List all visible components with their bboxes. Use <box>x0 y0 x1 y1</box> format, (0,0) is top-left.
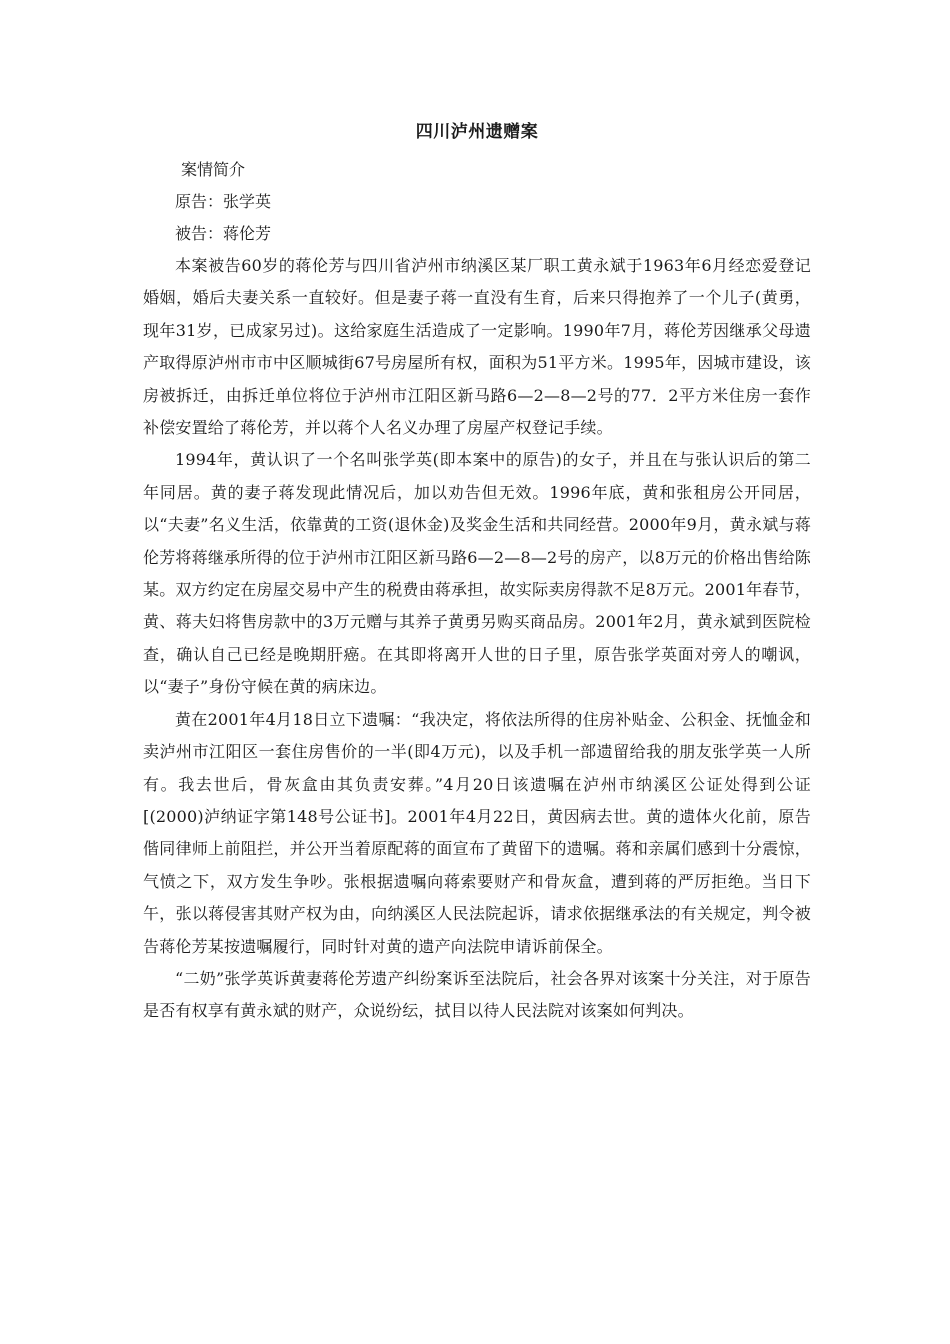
paragraph-4: “二奶”张学英诉黄妻蒋伦芳遗产纠纷案诉至法院后，社会各界对该案十分关注，对于原告是否有权享有黄永斌的财产，众说纷纭，拭目以待人民法院对该案如何判决。 <box>143 968 811 1021</box>
document-title: 四川泸州遗赠案 <box>415 122 539 142</box>
section-heading: 案情简介 <box>181 160 246 179</box>
paragraph-3: 黄在2001年4月18日立下遗嘱：“我决定，将依法所得的住房补贴金、公积金、抚恤金和卖泸州市江阳区一套住房售价的一半(即4万元)，以及手机一部遗留给我的朋友张学英一人所有。我去世后，骨灰盒由其负责安葬。”4月20日该遗嘱在泸州市纳溪区公证处得到公证[(2000)泸纳证字第148号公证书]。2001年4月22日，黄因病去世。黄的遗体火化前，原告偕同律师上前阻拦，并公开当着原配蒋的面宣布了黄留下的遗嘱。蒋和亲属们感到十分震惊，气愤之下，双方发生争吵。张根据遗嘱向蒋索要财产和骨灰盒，遭到蒋的严厉拒绝。当日下午，张以蒋侵害其财产权为由，向纳溪区人民法院起诉，请求依据继承法的有关规定，判令被告蒋伦芳某按遗嘱履行，同时针对黄的遗产向法院申请诉前保全。 <box>143 709 811 956</box>
paragraph-2: 1994年，黄认识了一个名叫张学英(即本案中的原告)的女子，并且在与张认识后的第二年同居。黄的妻子蒋发现此情况后，加以劝告但无效。1996年底，黄和张租房公开同居，以“夫妻”名义生活，依靠黄的工资(退休金)及奖金生活和共同经营。2000年9月，黄永斌与蒋伦芳将蒋继承所得的位于泸州市江阳区新马路6—2—8—2号的房产，以8万元的价格出售给陈某。双方约定在房屋交易中产生的税费由蒋承担，故实际卖房得款不足8万元。2001年春节，黄、蒋夫妇将售房款中的3万元赠与其养子黄勇另购买商品房。2001年2月，黄永斌到医院检查，确认自己已经是晚期肝癌。在其即将离开人世的日子里，原告张学英面对旁人的嘲讽，以“妻子”身份守候在黄的病床边。 <box>143 450 811 697</box>
plaintiff-line: 原告：张学英 <box>175 192 272 211</box>
paragraph-1: 本案被告60岁的蒋伦芳与四川省泸州市纳溪区某厂职工黄永斌于1963年6月经恋爱登记婚姻，婚后夫妻关系一直较好。但是妻子蒋一直没有生育，后来只得抱养了一个儿子(黄勇，现年31岁，已成家另过)。这给家庭生活造成了一定影响。1990年7月，蒋伦芳因继承父母遗产取得原泸州市市中区顺城街67号房屋所有权，面积为51平方米。1995年，因城市建设，该房被拆迁，由拆迁单位将位于泸州市江阳区新马路6—2—8—2号的77．2平方米住房一套作补偿安置给了蒋伦芳，并以蒋个人名义办理了房屋产权登记手续。 <box>143 256 811 438</box>
defendant-line: 被告：蒋伦芳 <box>175 224 272 243</box>
document-page <box>143 118 811 1028</box>
